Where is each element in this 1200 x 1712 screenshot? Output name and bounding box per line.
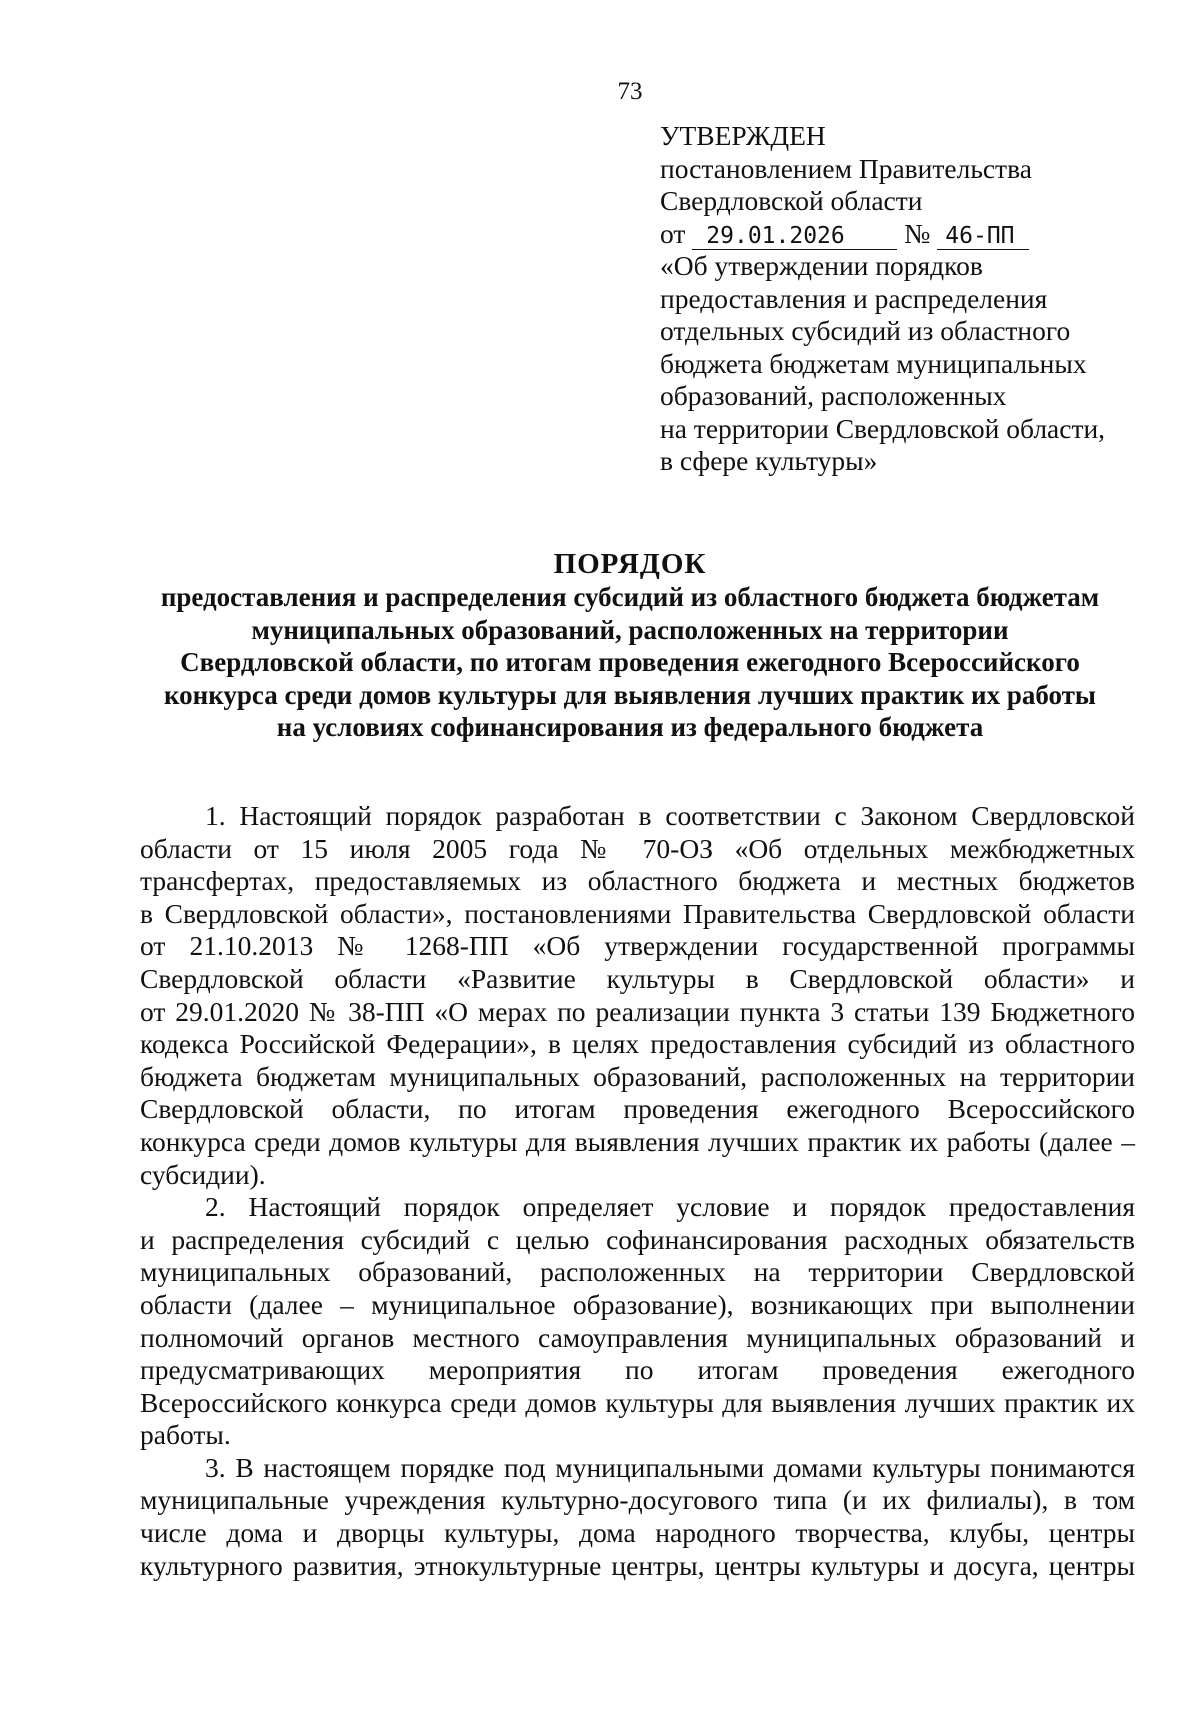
paragraph-line: области от 15 июля 2005 года № 70-ОЗ «Об отдельных межбюджетных [140, 832, 1135, 864]
document-body [140, 800, 1135, 1582]
approval-title-line: в сфере культуры» [660, 445, 878, 476]
subtitle-line: Свердловской области, по итогам проведения ежегодного Всероссийского [180, 647, 1080, 677]
paragraph-line: области (далее – муниципальное образование), возникающих при выполнении [140, 1288, 1135, 1320]
paragraph-2 [140, 1191, 1135, 1452]
paragraph-1 [140, 800, 1135, 1191]
paragraph-line: муниципальные учреждения культурно-досугового типа (и их филиалы), в том [140, 1484, 1135, 1516]
approval-block [660, 120, 1180, 478]
approval-title-line: «Об утверждении порядков [660, 250, 983, 281]
paragraph-3 [140, 1452, 1135, 1582]
approval-line-2: Свердловской области [660, 185, 923, 216]
approval-title-line: бюджета бюджетам муниципальных [660, 347, 1087, 379]
subtitle-line: предоставления и распределения субсидий из областного бюджета бюджетам [160, 582, 1100, 612]
subtitle-line: на условиях софинансирования из федерального бюджета [276, 712, 984, 742]
paragraph-line: и распределения субсидий с целью софинансирования расходных обязательств [140, 1223, 1135, 1255]
subtitle-line: конкурса среди домов культуры для выявления лучших практик их работы [163, 679, 1097, 710]
paragraph-line: муниципальных образований, расположенных на территории Свердловской [140, 1256, 1135, 1288]
paragraph-line: конкурса среди домов культуры для выявления лучших практик их работы (далее – [140, 1125, 1135, 1157]
subtitle-line: муниципальных образований, расположенных на территории [251, 614, 1009, 645]
paragraph-line: 2. Настоящий порядок определяет условие и порядок предоставления [205, 1191, 1135, 1223]
paragraph-line: работы. [140, 1419, 231, 1451]
approval-title-line: отдельных субсидий из областного [660, 315, 1071, 346]
paragraph-line: 3. В настоящем порядке под муниципальными домами культуры понимаются [205, 1451, 1135, 1483]
document-title-block [120, 547, 1140, 744]
approval-number: 46-ПП [937, 223, 1029, 250]
paragraph-line: кодекса Российской Федерации», в целях предоставления субсидий из областного [140, 1028, 1135, 1060]
document-title: ПОРЯДОК [553, 548, 707, 580]
number-prefix: № [904, 217, 931, 249]
paragraph-line: числе дома и дворцы культуры, дома народного творчества, клубы, центры [140, 1517, 1135, 1549]
paragraph-line: полномочий органов местного самоуправления муниципальных образований и [140, 1321, 1135, 1353]
paragraph-line: субсидии). [140, 1158, 266, 1190]
paragraph-line: 1. Настоящий порядок разработан в соответствии с Законом Свердловской [205, 800, 1135, 831]
paragraph-line: от 21.10.2013 № 1268-ПП «Об утверждении государственной программы [140, 930, 1135, 962]
approval-title-line: на территории Свердловской области, [660, 412, 1106, 444]
approval-heading: УТВЕРЖДЕН [660, 120, 826, 151]
date-prefix: от [660, 217, 686, 249]
paragraph-line: Свердловской области «Развитие культуры в Свердловской области» и [140, 962, 1135, 994]
paragraph-line: от 29.01.2020 № 38-ПП «О мерах по реализации пункта 3 статьи 139 Бюджетного [140, 995, 1135, 1027]
paragraph-line: культурного развития, этнокультурные центры, центры культуры и досуга, центры [140, 1549, 1135, 1581]
paragraph-line: в Свердловской области», постановлениями Правительства Свердловской области [140, 897, 1135, 929]
paragraph-line: предусматривающих мероприятия по итогам проведения ежегодного [140, 1354, 1135, 1386]
approval-title-line: предоставления и распределения [660, 282, 1048, 314]
page-number: 73 [617, 78, 643, 105]
paragraph-line: Свердловской области, по итогам проведения ежегодного Всероссийского [140, 1093, 1135, 1125]
paragraph-line: Всероссийского конкурса среди домов культуры для выявления лучших практик их [140, 1386, 1135, 1418]
paragraph-line: бюджета бюджетам муниципальных образований, расположенных на территории [140, 1060, 1135, 1092]
approval-date-number-line [660, 218, 1180, 251]
approval-line-1: постановлением Правительства [660, 152, 1032, 184]
approval-date: 29.01.2026 [692, 223, 897, 250]
document-subtitle [120, 581, 1140, 744]
paragraph-line: трансфертах, предоставляемых из областного бюджета и местных бюджетов [140, 865, 1135, 897]
approval-title-line: образований, расположенных [660, 380, 1007, 411]
